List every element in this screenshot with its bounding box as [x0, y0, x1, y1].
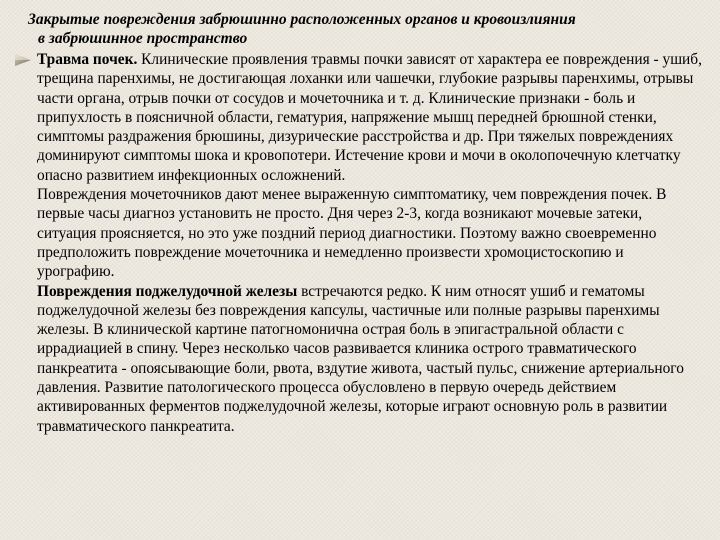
slide-title-line-2: в забрюшинное пространство: [38, 30, 248, 47]
paragraph-ureter-injury-text: Повреждения мочеточников дают менее выраженную симптоматику, чем повреждения почек. В первые часы диагноз установить не просто. Дня через 2-3, когда возникают мочевые затеки, ситуация проясняется, но это уже поздний период диагностики. Поэтому важно своевременно предположить повреждение мочеточника и немедленно произвести хромоцистоскопию и урографию.: [37, 186, 667, 281]
paragraph-pancreas-injury-text: встречаются редко. К ним относят ушиб и гематомы поджелудочной железы без повреждения капсулы, частичные или полные разрывы паренхимы железы. В клинической картине патогномонична острая боль в эпигастральной области с иррадиацией в спину. Через несколько часов развивается клиника острого травматического панкреатита - опоясывающие боли, рвота, вздутие живота, частый пульс, снижение артериального давления. Развитие патологического процесса обусловлено в первую очередь действием активированных ферментов поджелудочной железы, которые играют основную роль в развитии травматического панкреатита.: [37, 282, 684, 435]
paragraph-pancreas-injury-heading: Повреждения поджелудочной железы: [37, 282, 298, 300]
slide-title: [28, 10, 708, 48]
paragraph-kidney-injury: [37, 50, 704, 185]
slide-content: [14, 50, 704, 436]
paragraph-pancreas-injury: [37, 282, 704, 436]
paragraph-kidney-injury-heading: Травма почек.: [37, 51, 138, 68]
slide-title-line-1: Закрытые повреждения забрюшинно расположенных органов и кровоизлияния: [28, 11, 576, 28]
paragraph-ureter-injury: [37, 185, 704, 281]
body-text: [37, 50, 704, 436]
triangle-bullet-icon: [14, 53, 32, 67]
paragraph-kidney-injury-text: Клинические проявления травмы почки зависят от характера ее повреждения - ушиб, трещина паренхимы, не достигающая лоханки или чашечки, глубокие разрывы паренхимы, отрывы части органа, отрыв почки от сосудов и мочеточника и т. д. Клинические признаки - боль и припухлость в поясничной области, гематурия, напряжение мышц передней брюшной стенки, симптомы раздражения брюшины, дизурические расстройства и др. При тяжелых повреждениях доминируют симптомы шока и кровопотери. Истечение крови и мочи в околопочечную клетчатку опасно развитием инфекционных осложнений.: [37, 51, 702, 184]
bullet-item: [14, 50, 704, 436]
